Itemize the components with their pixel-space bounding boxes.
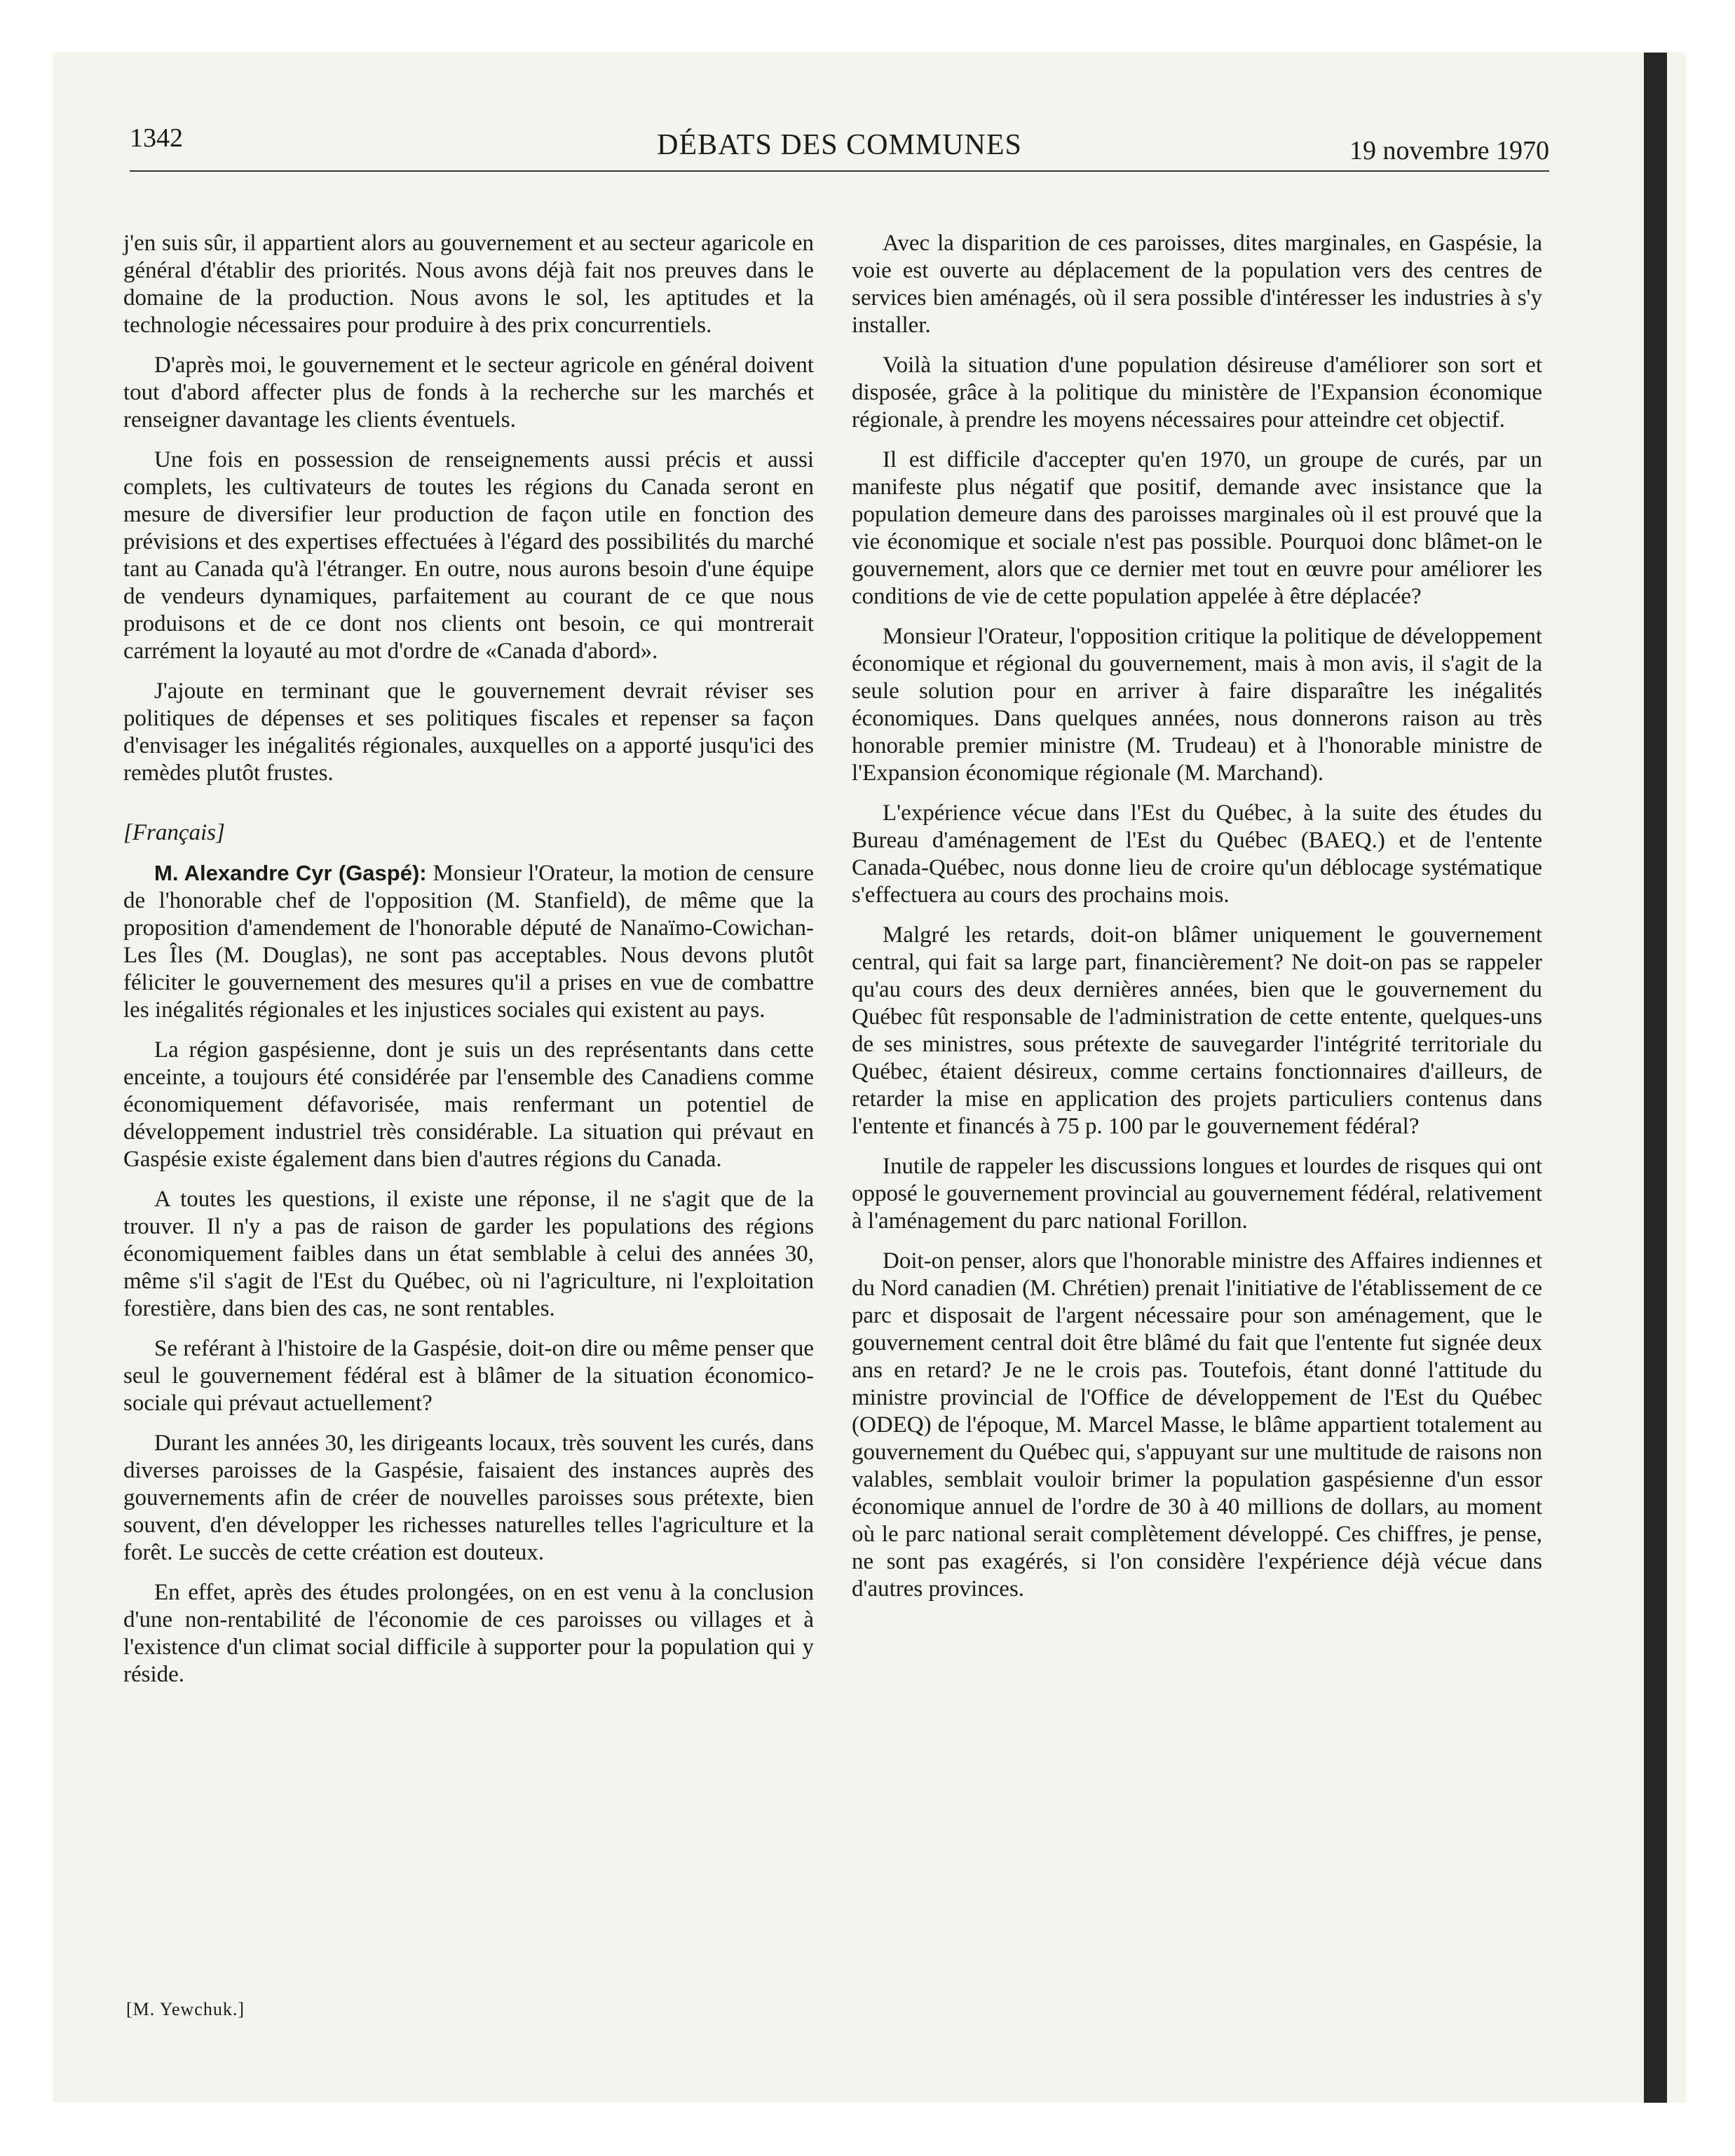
paragraph: Monsieur l'Orateur, l'opposition critique la politique de développement économique et régional du gouvernement, mais à mon avis, il s'agit de la seule solution pour en arriver à faire disparaître les inégalités économiques. Dans quelques années, nous donnerons raison au très honorable premier ministre (M. Trudeau) et à l'honorable ministre de l'Expansion économique régionale (M. Marchand). xyxy=(852,624,1542,786)
paragraph: Une fois en possession de renseignements aussi précis et aussi complets, les cultivateurs de toutes les régions du Canada seront en mesure de diversifier leur production de façon utile en fonction des prévisions et des expertises effectuées à l'égard des possibilités du marché tant au Canada qu'à l'étranger. En outre, nous aurons besoin d'une équipe de vendeurs dynamiques, parfaitement au courant de ce que nous produisons et de ce dont nos clients ont besoin, ce qui montrerait carrément la loyauté au mot d'ordre de «Canada d'abord». xyxy=(123,447,814,664)
speech-paragraph xyxy=(123,859,814,1024)
header-date: 19 novembre 1970 xyxy=(1349,136,1549,165)
paragraph: j'en suis sûr, il appartient alors au gouvernement et au secteur agaricole en général d'établir des priorités. Nous avons déjà fait nos preuves dans le domaine de la production. Nous avons le sol, les aptitudes et la technologie nécessaires pour produire à des prix concurrentiels. xyxy=(123,231,814,338)
paragraph: Doit-on penser, alors que l'honorable ministre des Affaires indiennes et du Nord canadien (M. Chrétien) prenait l'initiative de l'établissement de ce parc et disposait de l'argent nécessaire pour son aménagement, que le gouvernement central doit être blâmé du fait que l'entente fut signée deux ans en retard? Je ne le crois pas. Toutefois, étant donné l'attitude du ministre provincial de l'Office de développement de l'Est du Québec (ODEQ) de l'époque, M. Marcel Masse, le blâme appartient totalement au gouvernement du Québec qui, s'appuyant sur une multitude de raisons non valables, semblait vouloir brimer la population gaspésienne d'un essor économique annuel de l'ordre de 30 à 40 millions de dollars, au moment où le parc national serait complètement développé. Ces chiffres, je pense, ne sont pas exagérés, si l'on considère l'expérience déjà vécue dans d'autres provinces. xyxy=(852,1248,1542,1602)
paragraph: Se reférant à l'histoire de la Gaspésie, doit-on dire ou même penser que seul le gouvernement fédéral est à blâmer de la situation économico-sociale qui prévaut actuellement? xyxy=(123,1336,814,1416)
paragraph: Inutile de rappeler les discussions longues et lourdes de risques qui ont opposé le gouvernement provincial au gouvernement fédéral, relativement à l'aménagement du parc national Forillon. xyxy=(852,1154,1542,1234)
paragraph: J'ajoute en terminant que le gouvernement devrait réviser ses politiques de dépenses et ses politiques fiscales et repenser sa façon d'envisager les inégalités régionales, auxquelles on a apporté jusqu'ici des remèdes plutôt frustes. xyxy=(123,678,814,786)
footer-speaker-note: [M. Yewchuk.] xyxy=(126,1999,245,2019)
left-column xyxy=(123,230,814,1701)
paragraph: Avec la disparition de ces paroisses, dites marginales, en Gaspésie, la voie est ouverte au déplacement de la population vers des centres de services bien aménagés, où il sera possible d'intéresser les industries à s'y installer. xyxy=(852,231,1542,338)
paragraph: La région gaspésienne, dont je suis un des représentants dans cette enceinte, a toujours été considérée par l'ensemble des Canadiens comme économiquement défavorisée, mais renfermant un potentiel de développement industriel très considérable. La situation qui prévaut en Gaspésie existe également dans bien d'autres régions du Canada. xyxy=(123,1037,814,1172)
speaker-name: M. Alexandre Cyr (Gaspé): xyxy=(154,861,427,885)
speech-text: Monsieur l'Orateur, la motion de censure de l'honorable chef de l'opposition (M. Stanfield), de même que la proposition d'amendement de l'honorable député de Nanaïmo-Cowichan-Les Îles (M. Douglas), ne sont pas acceptables. Nous devons plutôt féliciter le gouvernement des mesures qu'il a prises en vue de combattre les inégalités régionales et les injustices sociales qui existent au pays. xyxy=(123,861,815,1023)
paragraph: Il est difficile d'accepter qu'en 1970, un groupe de curés, par un manifeste plus négatif que positif, demande avec insistance que la population demeure dans des paroisses marginales où il est prouvé que la vie économique et sociale n'est pas possible. Pourquoi donc blâmet-on le gouvernement, alors que ce dernier met tout en œuvre pour améliorer les conditions de vie de cette population appelée à être déplacée? xyxy=(852,447,1542,609)
section-label: [Français] xyxy=(123,820,225,845)
journal-title: DÉBATS DES COMMUNES xyxy=(657,129,1022,161)
page-number: 1342 xyxy=(130,123,183,153)
paragraph: D'après moi, le gouvernement et le secteur agricole en général doivent tout d'abord affecter plus de fonds à la recherche sur les marchés et renseigner davantage les clients éventuels. xyxy=(123,353,814,432)
scan-edge-shadow xyxy=(1644,53,1667,2103)
paragraph: En effet, après des études prolongées, on en est venu à la conclusion d'une non-rentabilité de l'économie de ces paroisses ou villages et à l'existence d'un climat social difficile à supporter pour la population qui y réside. xyxy=(123,1580,814,1687)
paragraph: Durant les années 30, les dirigeants locaux, très souvent les curés, dans diverses paroisses de la Gaspésie, faisaient des instances auprès des gouvernements afin de créer de nouvelles paroisses sous prétexte, bien souvent, d'en développer les richesses naturelles telles l'agriculture et la forêt. Le succès de cette création est douteux. xyxy=(123,1431,814,1565)
paragraph: Malgré les retards, doit-on blâmer uniquement le gouvernement central, qui fait sa large part, financièrement? Ne doit-on pas se rappeler qu'au cours des deux dernières années, bien que le gouvernement du Québec fût responsable de l'administration de cette entente, quelques-uns de ses ministres, sous prétexte de sauvegarder l'intégrité territoriale du Québec, étaient désireux, comme certains fonctionnaires d'ailleurs, de retarder la mise en application des projets particuliers contenus dans l'entente et financés à 75 p. 100 par le gouvernement fédéral? xyxy=(852,922,1542,1139)
right-column xyxy=(852,230,1542,1616)
paragraph: Voilà la situation d'une population désireuse d'améliorer son sort et disposée, grâce à la politique du ministère de l'Expansion économique régionale, à prendre les moyens nécessaires pour atteindre cet objectif. xyxy=(852,353,1542,432)
page-header xyxy=(130,123,1549,172)
paragraph: L'expérience vécue dans l'Est du Québec, à la suite des études du Bureau d'aménagement de l'Est du Québec (BAEQ.) et de l'entente Canada-Québec, nous donne lieu de croire qu'un déblocage systématique s'effectuera au cours des prochains mois. xyxy=(852,800,1542,908)
paragraph: A toutes les questions, il existe une réponse, il ne s'agit que de la trouver. Il n'y a pas de raison de garder les populations des régions économiquement faibles dans un état semblable à celui des années 30, même s'il s'agit de l'Est du Québec, où ni l'agriculture, ni l'exploitation forestière, dans bien des cas, ne sont rentables. xyxy=(123,1187,814,1321)
